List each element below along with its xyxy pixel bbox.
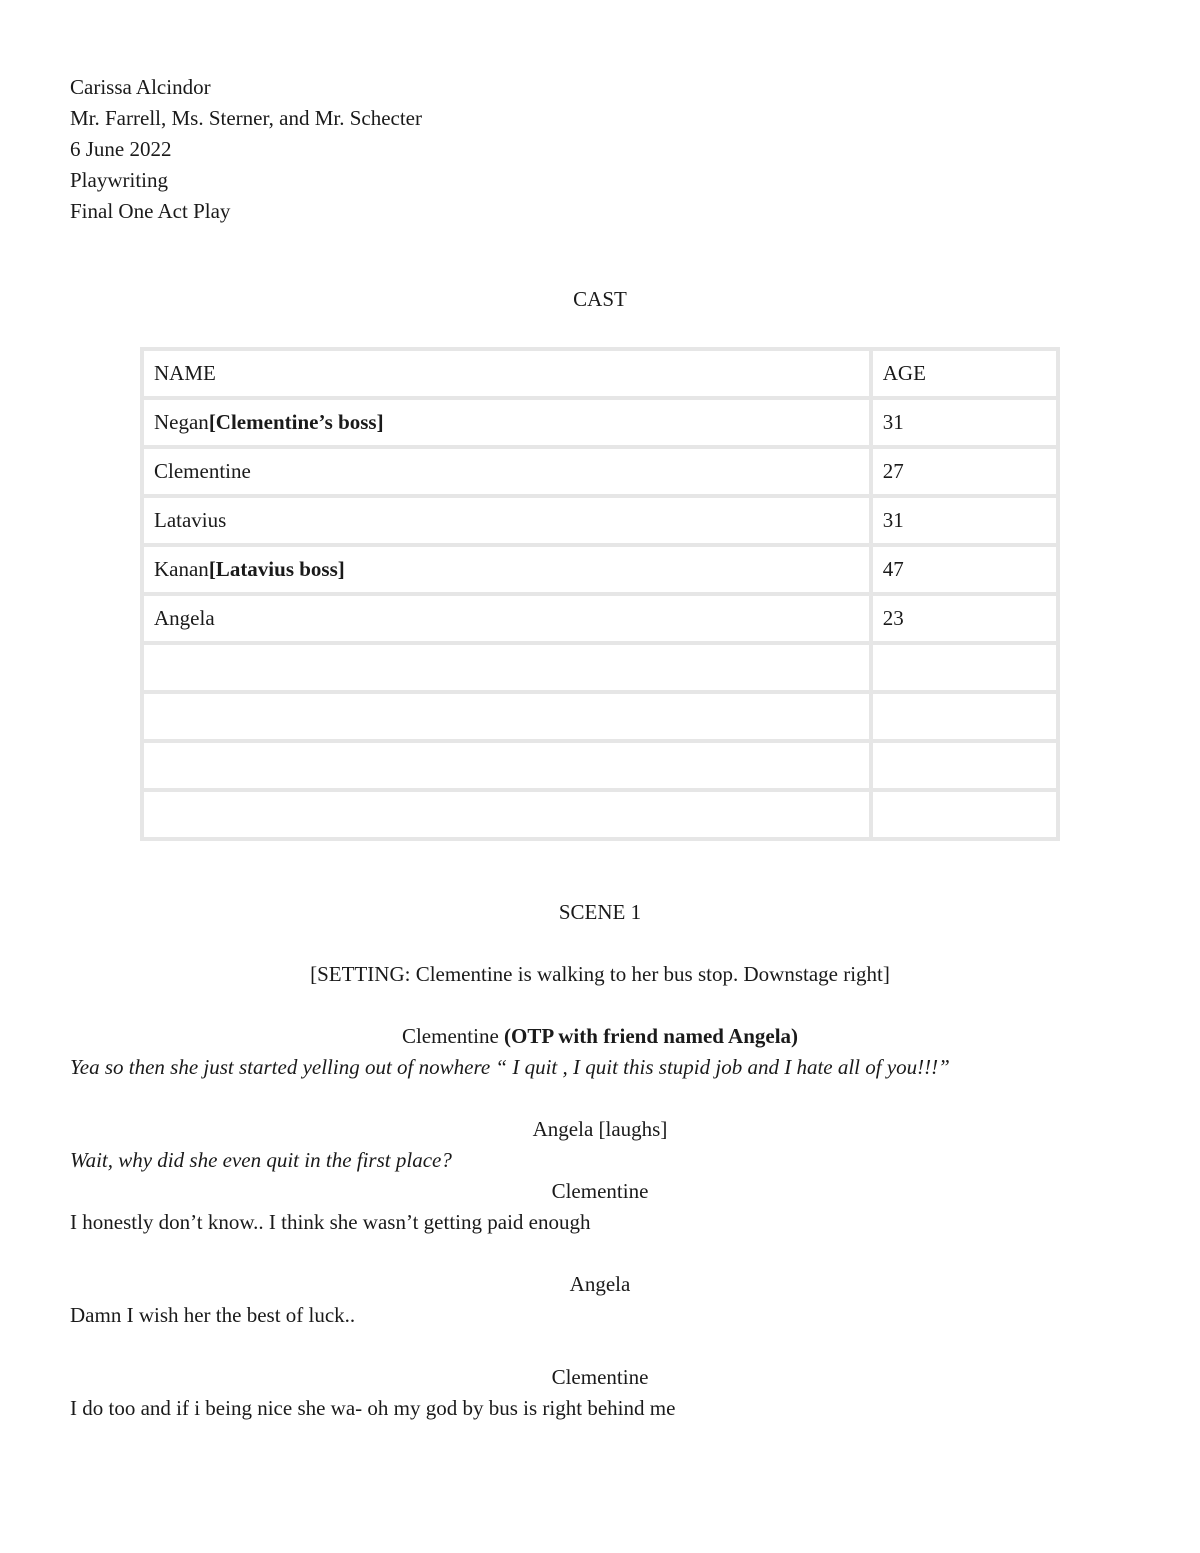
table-header-row <box>142 349 1058 398</box>
course-line: Playwriting <box>70 168 168 192</box>
speaker-line: Clementine <box>551 1365 649 1389</box>
table-row-empty <box>142 741 1058 790</box>
table-row <box>142 594 1058 643</box>
speaker-note: (OTP with friend named Angela) <box>498 1024 799 1048</box>
author-name: Carissa Alcindor <box>70 75 211 99</box>
cast-age-cell: 23 <box>871 594 1058 643</box>
cast-table <box>140 347 1060 841</box>
cast-age-cell <box>871 790 1058 839</box>
cast-name: Angela <box>154 606 215 630</box>
cast-age-cell <box>871 692 1058 741</box>
dialogue-line: Damn I wish her the best of luck.. <box>70 1303 356 1327</box>
table-row-empty <box>142 790 1058 839</box>
assignment-line: Final One Act Play <box>70 199 231 223</box>
dialogue-line: I honestly don’t know.. I think she wasn’t getting paid enough <box>70 1210 591 1234</box>
date-line: 6 June 2022 <box>70 137 172 161</box>
cast-name-cell <box>142 692 871 741</box>
cast-name: Negan <box>154 410 209 434</box>
cast-name-cell <box>142 594 871 643</box>
cast-name-cell <box>142 496 871 545</box>
speaker-line: Clementine <box>551 1179 649 1203</box>
table-row <box>142 496 1058 545</box>
cast-age-cell: 31 <box>871 398 1058 447</box>
header-block <box>70 72 422 227</box>
cast-note: [Clementine’s boss] <box>208 410 384 434</box>
cast-name-cell <box>142 741 871 790</box>
dialogue-line: I do too and if i being nice she wa- oh my god by bus is right behind me <box>70 1396 676 1420</box>
scene-title: SCENE 1 <box>558 900 642 924</box>
table-row-empty <box>142 692 1058 741</box>
cast-name-cell <box>142 447 871 496</box>
dialogue-line: Wait, why did she even quit in the first place? <box>70 1148 452 1172</box>
cast-name-cell <box>142 545 871 594</box>
speaker-line: Angela [laughs] <box>532 1117 668 1141</box>
column-header-name: NAME <box>142 349 871 398</box>
speaker-line: Angela <box>569 1272 631 1296</box>
table-row-empty <box>142 643 1058 692</box>
cast-note: [Latavius boss] <box>208 557 345 581</box>
cast-age-cell: 47 <box>871 545 1058 594</box>
cast-name: Kanan <box>154 557 209 581</box>
cast-name: Latavius <box>154 508 227 532</box>
cast-age-cell <box>871 741 1058 790</box>
scene-setting: [SETTING: Clementine is walking to her bus stop. Downstage right] <box>310 962 890 986</box>
cast-title: CAST <box>573 287 627 311</box>
speaker-name: Clementine <box>401 1024 499 1048</box>
speaker-line <box>0 1024 1200 1049</box>
cast-name-cell <box>142 398 871 447</box>
cast-name-cell <box>142 643 871 692</box>
cast-name: Clementine <box>154 459 251 483</box>
dialogue-line: Yea so then she just started yelling out of nowhere “ I quit , I quit this stupid job and I hate all of you!!!” <box>70 1055 950 1079</box>
table-row <box>142 545 1058 594</box>
cast-age-cell <box>871 643 1058 692</box>
cast-age-cell: 31 <box>871 496 1058 545</box>
cast-age-cell: 27 <box>871 447 1058 496</box>
column-header-age: AGE <box>871 349 1058 398</box>
cast-name-cell <box>142 790 871 839</box>
table-row <box>142 398 1058 447</box>
table-row <box>142 447 1058 496</box>
teachers-line: Mr. Farrell, Ms. Sterner, and Mr. Schecter <box>70 106 422 130</box>
